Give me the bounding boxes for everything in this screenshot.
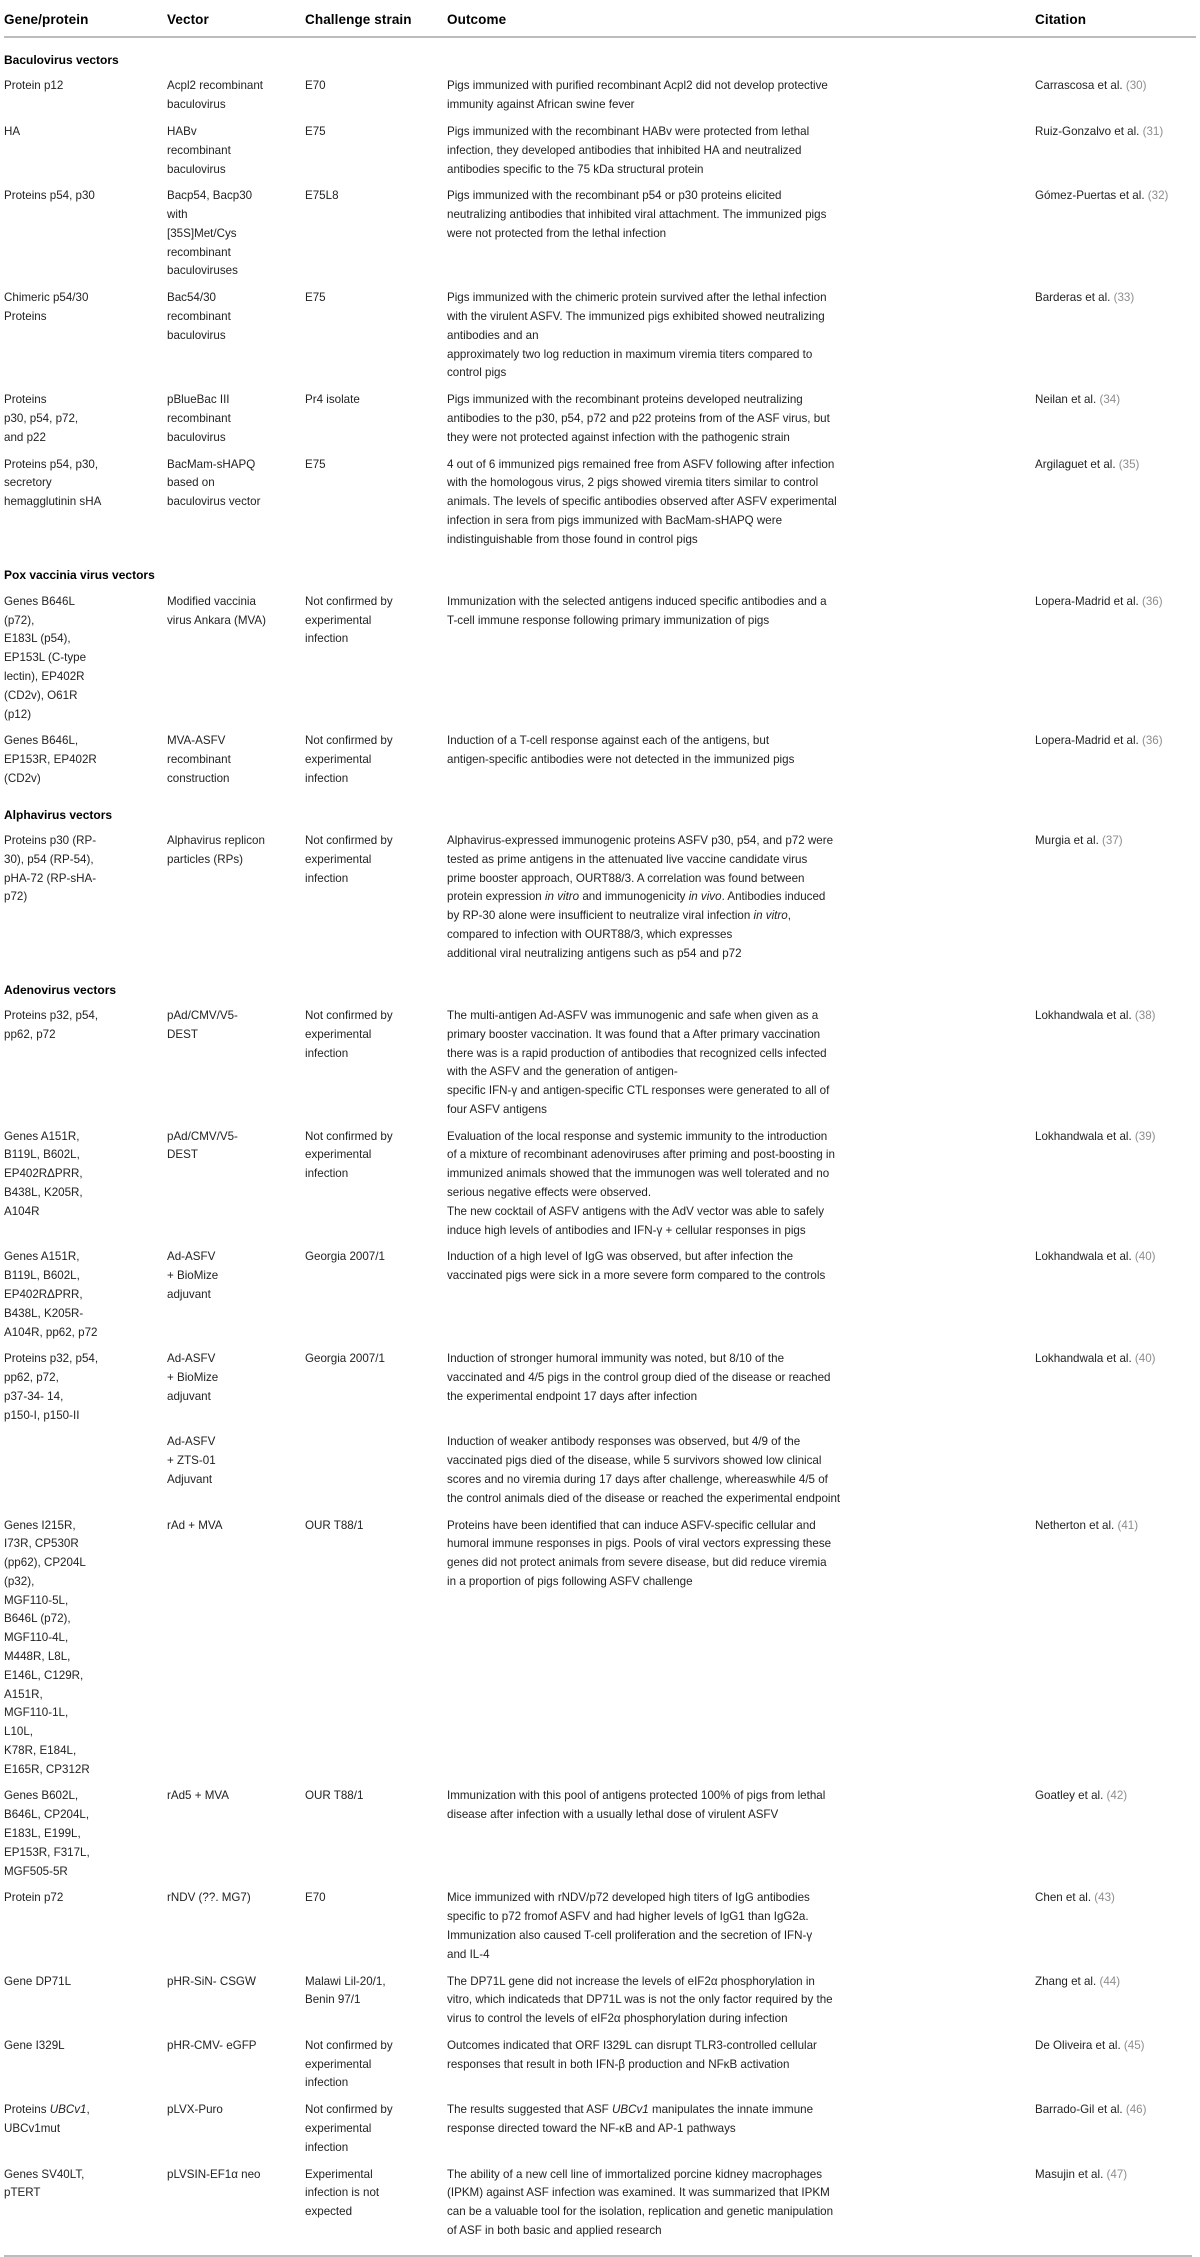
citation-reference-number[interactable]: (33): [1113, 291, 1135, 305]
challenge-strain-cell: Not confirmed by experimental infection: [305, 734, 393, 785]
citation-author: Lokhandwala et al.: [1035, 1129, 1135, 1143]
table-row: [4, 1885, 1196, 1968]
challenge-strain-cell: E75: [305, 125, 326, 138]
citation-cell: [1035, 1124, 1196, 1245]
gene-protein-cell: Genes A151R, B119L, B602L, EP402RΔPRR, B438L, K205R- A104R, pp62, p72: [4, 1250, 98, 1339]
table-row: [4, 387, 1196, 451]
gene-protein-cell: Proteins p54, p30, secretory hemagglutinin sHA: [4, 457, 102, 509]
challenge-strain-cell: E75: [305, 457, 326, 471]
table-row: [4, 2097, 1196, 2161]
vector-cell: rNDV (??. MG7): [167, 1891, 251, 1905]
outcome-cell: Proteins have been identified that can induce ASFV-specific cellular and humoral immune responses in pigs. Pools of viral vectors expressing these genes did not protect animals from severe disease, but did reduce viremia in a proportion of pigs following ASFV challenge: [447, 1518, 832, 1588]
citation-cell: [1035, 73, 1196, 119]
citation-reference-number[interactable]: (34): [1099, 393, 1121, 407]
citation-reference-number[interactable]: (44): [1099, 1974, 1121, 1988]
citation-author: Neilan et al.: [1035, 393, 1100, 407]
citation-reference-number[interactable]: (36): [1141, 594, 1163, 608]
section-header-row: [4, 968, 1196, 1003]
vector-cell: Ad-ASFV + BioMize adjuvant: [167, 1250, 219, 1301]
citation-reference-number[interactable]: (38): [1134, 1009, 1156, 1022]
citation-author: Gómez-Puertas et al.: [1035, 189, 1148, 203]
citation-cell: [1035, 2097, 1196, 2161]
vector-cell: rAd + MVA: [167, 1518, 223, 1532]
gene-protein-cell: Proteins p30 (RP- 30), p54 (RP-54), pHA-72 (RP-sHA- p72): [4, 834, 97, 904]
vaccine-vectors-table: [4, 0, 1196, 2245]
citation-cell: [1035, 1244, 1196, 1346]
citation-cell: [1035, 183, 1196, 285]
citation-reference-number[interactable]: (46): [1125, 2103, 1147, 2117]
challenge-strain-cell: Not confirmed by experimental infection: [305, 1129, 393, 1181]
outcome-cell: Outcomes indicated that ORF I329L can disrupt TLR3-controlled cellular responses that result in both IFN-β production and NFκB activation: [447, 2038, 817, 2071]
citation-reference-number[interactable]: (30): [1125, 79, 1147, 93]
table-row: [4, 1244, 1196, 1346]
outcome-cell: 4 out of 6 immunized pigs remained free from ASFV following after infection with the homologous virus, 2 pigs showed viremia titers similar to control animals. The levels of specific antibodies observed after ASFV experimental infection in sera from pigs immunized with BacMam-sHAPQ were indistinguishable from those found in control pigs: [447, 457, 837, 546]
table-header: [4, 0, 1196, 37]
citation-cell: [1035, 589, 1196, 728]
outcome-cell: Induction of a high level of IgG was observed, but after infection the vaccinated pigs were sick in a more severe form compared to the controls: [447, 1250, 826, 1283]
citation-author: Goatley et al.: [1035, 1789, 1107, 1803]
citation-author: Masujin et al.: [1035, 2167, 1107, 2181]
gene-protein-cell: Chimeric p54/30 Proteins: [4, 291, 89, 324]
citation-author: Lopera-Madrid et al.: [1035, 594, 1142, 608]
citation-reference-number[interactable]: (32): [1147, 189, 1169, 203]
vector-cell: pHR-SiN- CSGW: [167, 1974, 256, 1988]
outcome-cell: Immunization with the selected antigens induced specific antibodies and a T-cell immune response following primary immunization of pigs: [447, 594, 827, 627]
citation-author: Zhang et al.: [1035, 1974, 1100, 1988]
gene-protein-cell: [4, 1429, 167, 1512]
table-row: [4, 1783, 1196, 1885]
citation-reference-number[interactable]: (39): [1134, 1129, 1156, 1143]
citation-reference-number[interactable]: (43): [1094, 1891, 1115, 1905]
citation-cell: [1035, 119, 1196, 183]
gene-protein-cell: Genes B646L (p72), E183L (p54), EP153L (C-type lectin), EP402R (CD2v), O61R (p12): [4, 594, 87, 721]
section-title: Adenovirus vectors: [4, 982, 117, 997]
table-row: [4, 828, 1196, 967]
vector-cell: HABv recombinant baculovirus: [167, 125, 231, 176]
table-row: [4, 73, 1196, 119]
outcome-cell: The multi-antigen Ad-ASFV was immunogenic and safe when given as a primary booster vaccination. It was found that a After primary vaccination there was is a rapid production of antibodies that recognized cells infected with the ASFV and the generation of antigen- specific IFN-γ and antigen-specific CTL responses were generated to all of four ASFV antigens: [447, 1009, 830, 1116]
table-row: [4, 1346, 1196, 1429]
challenge-strain-cell: Pr4 isolate: [305, 393, 360, 407]
gene-protein-cell: Genes SV40LT, pTERT: [4, 2167, 85, 2200]
vector-cell: Acpl2 recombinant baculovirus: [167, 79, 264, 112]
citation-cell: [1035, 1783, 1196, 1885]
citation-cell: [1035, 1003, 1196, 1124]
vector-cell: Alphavirus replicon particles (RPs): [167, 834, 265, 866]
section-title: Baculovirus vectors: [4, 53, 119, 67]
outcome-cell: The ability of a new cell line of immortalized porcine kidney macrophages (IPKM) against ASF infection was examined. It was summarized that IPKM can be a valuable tool for the isolation, replication and genetic manipulation of ASF in both basic and applied research: [447, 2167, 834, 2237]
table-row: [4, 1429, 1196, 1512]
citation-author: Lokhandwala et al.: [1035, 1250, 1135, 1264]
citation-author: Lokhandwala et al.: [1035, 1352, 1135, 1366]
section-title: Alphavirus vectors: [4, 807, 113, 822]
table-row: [4, 119, 1196, 183]
citation-author: Ruiz-Gonzalvo et al.: [1035, 125, 1143, 138]
citation-cell: [1035, 828, 1196, 967]
citation-author: De Oliveira et al.: [1035, 2038, 1124, 2052]
outcome-cell: The results suggested that ASF UBCv1 manipulates the innate immune response directed toward the NF-κB and AP-1 pathways: [447, 2103, 814, 2135]
citation-reference-number[interactable]: (41): [1117, 1518, 1139, 1532]
gene-protein-cell: Gene I329L: [4, 2038, 65, 2052]
citation-cell: [1035, 285, 1196, 387]
citation-reference-number[interactable]: (47): [1106, 2167, 1128, 2181]
citation-cell: [1035, 452, 1196, 554]
citation-reference-number[interactable]: (42): [1106, 1789, 1128, 1803]
section-header-row: [4, 553, 1196, 588]
outcome-cell: Pigs immunized with the recombinant p54 or p30 proteins elicited neutralizing antibodies that inhibited viral attachment. The immunized pigs were not protected from the lethal infection: [447, 189, 827, 240]
table-row: [4, 452, 1196, 554]
challenge-strain-cell: Experimental infection is not expected: [305, 2167, 380, 2219]
citation-reference-number[interactable]: (40): [1134, 1250, 1156, 1264]
table-body: [4, 37, 1196, 2245]
citation-cell: [1035, 387, 1196, 451]
citation-cell: [1035, 728, 1196, 792]
challenge-strain-cell: Not confirmed by experimental infection: [305, 1009, 393, 1060]
outcome-cell: The DP71L gene did not increase the levels of eIF2α phosphorylation in vitro, which indicateds that DP71L was is not the only factor required by the virus to control the levels of eIF2α phosphorylation during infection: [447, 1974, 833, 2026]
citation-cell: [1035, 1429, 1196, 1512]
citation-cell: [1035, 2162, 1196, 2245]
vector-cell: Bacp54, Bacp30 with [35S]Met/Cys recombinant baculoviruses: [167, 189, 253, 278]
column-header-challenge-strain: Challenge strain: [305, 12, 412, 27]
table-row: [4, 2033, 1196, 2097]
column-header-outcome: Outcome: [447, 12, 507, 27]
citation-author: Barrado-Gil et al.: [1035, 2103, 1126, 2117]
challenge-strain-cell: E75: [305, 291, 326, 305]
citation-author: Barderas et al.: [1035, 291, 1114, 305]
table-bottom-rule: [4, 2255, 1192, 2257]
challenge-strain-cell: OUR T88/1: [305, 1789, 364, 1803]
citation-author: Netherton et al.: [1035, 1518, 1118, 1532]
outcome-cell: Pigs immunized with the chimeric protein survived after the lethal infection with the virulent ASFV. The immunized pigs exhibited showed neutralizing antibodies and an approximately two log reduction in maximum viremia titers compared to control pigs: [447, 291, 827, 380]
challenge-strain-cell: Not confirmed by experimental infection: [305, 834, 393, 885]
challenge-strain-cell: E75L8: [305, 189, 339, 203]
gene-protein-cell: Proteins p30, p54, p72, and p22: [4, 393, 79, 444]
outcome-cell: Pigs immunized with purified recombinant Acpl2 did not develop protective immunity against African swine fever: [447, 79, 828, 112]
vector-cell: pLVSIN-EF1α neo: [167, 2167, 261, 2181]
citation-cell: [1035, 1969, 1196, 2033]
citation-author: Murgia et al.: [1035, 834, 1103, 848]
vector-cell: Ad-ASFV + BioMize adjuvant: [167, 1352, 219, 1403]
citation-author: Chen et al.: [1035, 1891, 1095, 1905]
table-header-row: [4, 0, 1196, 37]
column-header-gene-protein: Gene/protein: [4, 12, 89, 27]
gene-protein-cell: Proteins UBCv1, UBCv1mut: [4, 2103, 90, 2135]
gene-protein-cell: Protein p12: [4, 79, 64, 93]
outcome-cell: Pigs immunized with the recombinant proteins developed neutralizing antibodies to the p30, p54, p72 and p22 proteins from of the ASF virus, but they were not protected against infection with the pathogenic strain: [447, 393, 830, 444]
outcome-cell: Immunization with this pool of antigens protected 100% of pigs from lethal disease after infection with a usually lethal dose of virulent ASFV: [447, 1789, 826, 1822]
gene-protein-cell: Proteins p32, p54, pp62, p72, p37-34- 14, p150-I, p150-II: [4, 1352, 99, 1422]
vector-cell: BacMam-sHAPQ based on baculovirus vector: [167, 457, 261, 509]
citation-reference-number[interactable]: (40): [1134, 1352, 1156, 1366]
challenge-strain-cell: Not confirmed by experimental infection: [305, 2038, 393, 2090]
outcome-cell: Induction of stronger humoral immunity was noted, but 8/10 of the vaccinated and 4/5 pigs in the control group died of the disease or reached the experimental endpoint 17 days after infection: [447, 1352, 831, 1403]
gene-protein-cell: Gene DP71L: [4, 1974, 72, 1988]
citation-reference-number[interactable]: (36): [1141, 734, 1163, 748]
outcome-cell: Mice immunized with rNDV/p72 developed high titers of IgG antibodies specific to p72 fromof ASFV and had higher levels of IgG1 than IgG2a. Immunization also caused T-cell proliferation and the secretion of IFN-γ and IL-4: [447, 1891, 813, 1961]
gene-protein-cell: Genes B646L, EP153R, EP402R (CD2v): [4, 734, 97, 785]
vector-cell: pAd/CMV/V5- DEST: [167, 1129, 238, 1162]
vector-cell: MVA-ASFV recombinant construction: [167, 734, 231, 785]
citation-cell: [1035, 1346, 1196, 1429]
section-title: Pox vaccinia virus vectors: [4, 568, 155, 583]
gene-protein-cell: Genes I215R, I73R, CP530R (pp62), CP204L (p32), MGF110-5L, B646L (p72), MGF110-4L, M448R, L8L, E146L, C129R, A151R, MGF110-1L, L10L, K78R, E184L, E165R, CP312R: [4, 1518, 90, 1776]
table-row: [4, 1513, 1196, 1784]
challenge-strain-cell: E70: [305, 79, 326, 93]
challenge-strain-cell: Not confirmed by experimental infection: [305, 2103, 393, 2154]
vector-cell: Modified vaccinia virus Ankara (MVA): [167, 594, 266, 627]
challenge-strain-cell: Georgia 2007/1: [305, 1250, 385, 1264]
citation-author: Argilaguet et al.: [1035, 457, 1119, 471]
table-row: [4, 728, 1196, 792]
gene-protein-cell: HA: [4, 125, 21, 138]
table-row: [4, 2162, 1196, 2245]
citation-author: Carrascosa et al.: [1035, 79, 1126, 93]
vector-cell: pAd/CMV/V5- DEST: [167, 1009, 238, 1041]
table-row: [4, 1003, 1196, 1124]
gene-protein-cell: Genes A151R, B119L, B602L, EP402RΔPRR, B438L, K205R, A104R: [4, 1129, 83, 1218]
challenge-strain-cell: E70: [305, 1891, 326, 1905]
citation-reference-number[interactable]: (45): [1123, 2038, 1145, 2052]
challenge-strain-cell: Georgia 2007/1: [305, 1352, 385, 1366]
challenge-strain-cell: Malawi Lil-20/1, Benin 97/1: [305, 1974, 386, 2007]
section-header-row: [4, 793, 1196, 828]
citation-cell: [1035, 2033, 1196, 2097]
gene-protein-cell: Proteins p32, p54, pp62, p72: [4, 1009, 99, 1041]
table-row: [4, 183, 1196, 285]
outcome-cell: Induction of weaker antibody responses was observed, but 4/9 of the vaccinated pigs died of the disease, while 5 survivors showed low clinical scores and no viremia during 17 days after challenge, whereaswhile 4/5 of the control animals died of the disease or reached the experimental endpoint: [447, 1435, 841, 1505]
vector-cell: Bac54/30 recombinant baculovirus: [167, 291, 231, 342]
citation-author: Lokhandwala et al.: [1035, 1009, 1135, 1022]
gene-protein-cell: Proteins p54, p30: [4, 189, 95, 203]
table-row: [4, 285, 1196, 387]
vector-cell: pBlueBac III recombinant baculovirus: [167, 393, 231, 444]
outcome-cell: Evaluation of the local response and systemic immunity to the introduction of a mixture of recombinant adenoviruses after priming and post-boosting in immunized animals showed that the immunogen was well tolerated and no serious negative effects were observed. The new cocktail of ASFV antigens with the AdV vector was able to safely induce high levels of antibodies and IFN-γ + cellular responses in pigs: [447, 1129, 835, 1237]
vector-cell: rAd5 + MVA: [167, 1789, 229, 1803]
column-header-citation: Citation: [1035, 12, 1087, 27]
citation-cell: [1035, 1885, 1196, 1968]
challenge-strain-cell: Not confirmed by experimental infection: [305, 594, 393, 646]
section-header-row: [4, 37, 1196, 73]
challenge-strain-cell: OUR T88/1: [305, 1518, 364, 1532]
table-row: [4, 1124, 1196, 1245]
table-row: [4, 1969, 1196, 2033]
outcome-cell: Induction of a T-cell response against each of the antigens, but antigen-specific antibodies were not detected in the immunized pigs: [447, 734, 795, 767]
citation-reference-number[interactable]: (31): [1142, 125, 1164, 138]
citation-author: Lopera-Madrid et al.: [1035, 734, 1142, 748]
citation-reference-number[interactable]: (37): [1102, 834, 1123, 848]
gene-protein-cell: Protein p72: [4, 1891, 64, 1905]
citation-cell: [1035, 1513, 1196, 1784]
outcome-cell: Alphavirus-expressed immunogenic proteins ASFV p30, p54, and p72 were tested as prime antigens in the attenuated live vaccine candidate virus prime booster approach, OURT88/3. A correlation was found between protein expression in vitro and immunogenicity in vivo. Antibodies induced by RP-30 alone were insufficient to neutralize viral infection in vitro, compared to infection with OURT88/3, which expresses additional viral neutralizing antigens such as p54 and p72: [447, 834, 834, 960]
challenge-strain-cell: [305, 1429, 447, 1512]
column-header-vector: Vector: [167, 12, 209, 27]
gene-protein-cell: Genes B602L, B646L, CP204L, E183L, E199L, EP153R, F317L, MGF505-5R: [4, 1789, 90, 1878]
vector-cell: pHR-CMV- eGFP: [167, 2038, 257, 2052]
vector-cell: Ad-ASFV + ZTS-01 Adjuvant: [167, 1435, 216, 1486]
vector-cell: pLVX-Puro: [167, 2103, 223, 2117]
table-row: [4, 589, 1196, 728]
citation-reference-number[interactable]: (35): [1118, 457, 1140, 471]
outcome-cell: Pigs immunized with the recombinant HABv were protected from lethal infection, they developed antibodies that inhibited HA and neutralized antibodies specific to the 75 kDa structural protein: [447, 125, 810, 176]
